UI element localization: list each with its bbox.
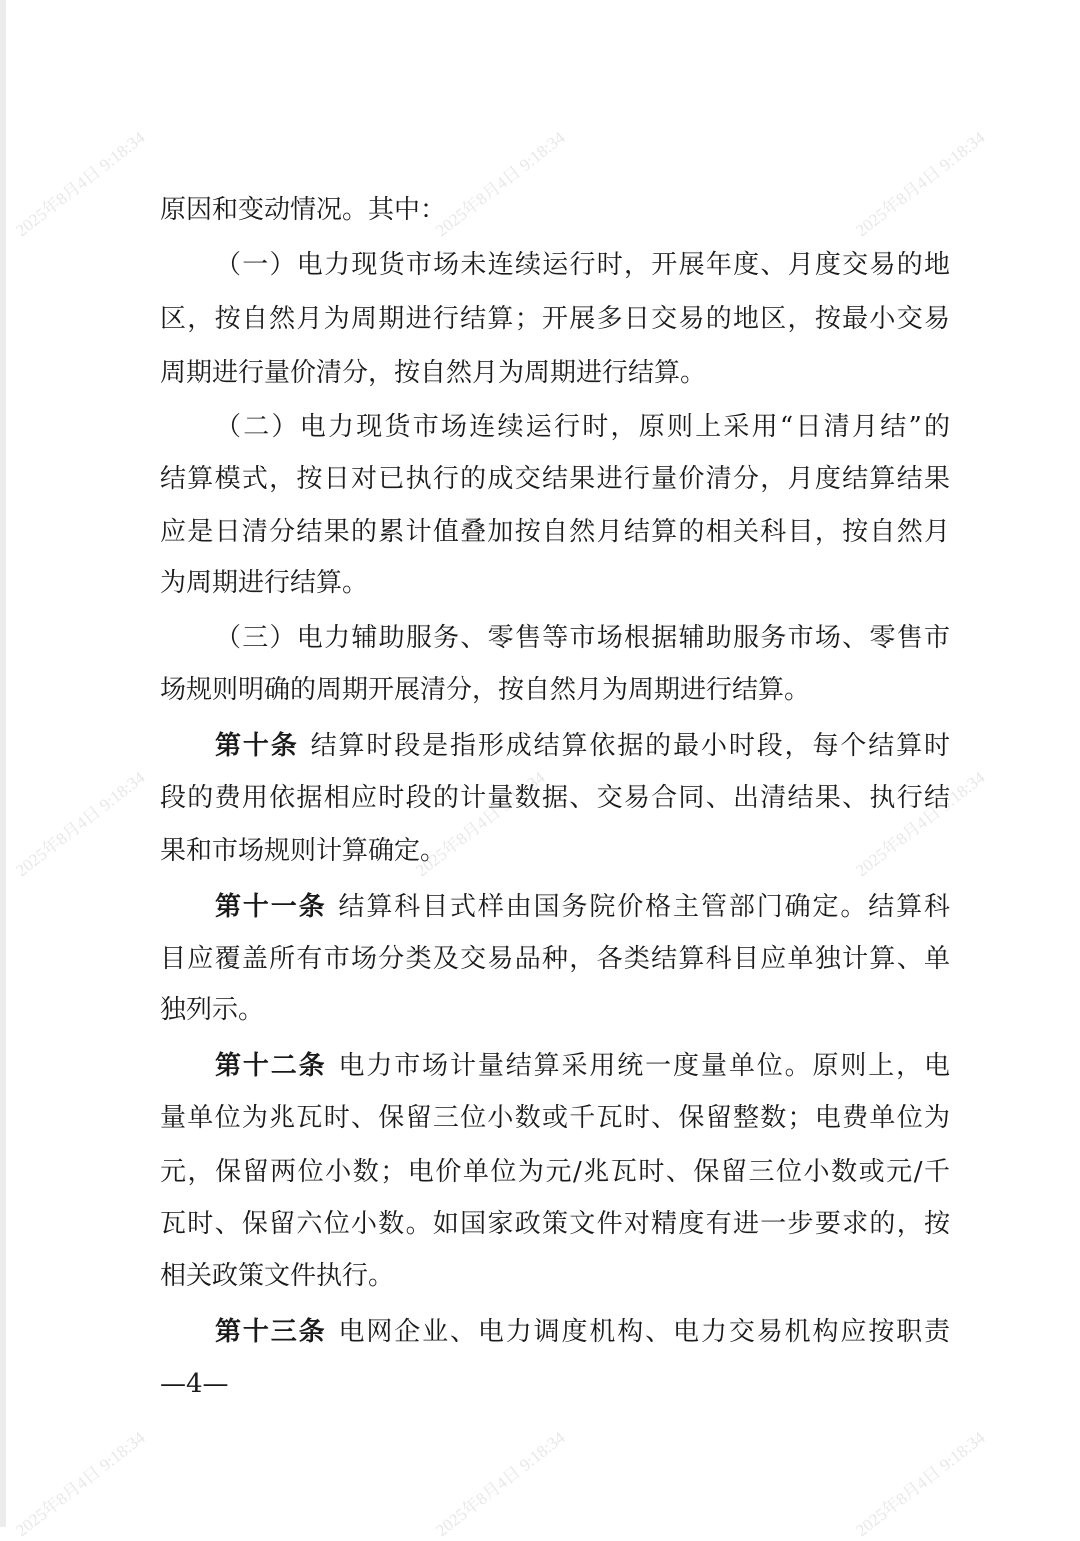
text-line (160, 301, 950, 337)
text-line (160, 780, 950, 816)
text-line (215, 247, 950, 283)
watermark: 2025年8月4日 9:18:34 (852, 767, 989, 881)
line-text: （二）电力现货市场连续运行时，原则上采用“日清月结”的 (215, 412, 950, 442)
text-line (160, 833, 950, 869)
article-heading: 第十条 (215, 731, 299, 761)
text-line (215, 728, 950, 764)
line-text: （一）电力现货市场未连续运行时，开展年度、月度交易的地 (215, 250, 950, 280)
text-line (160, 514, 950, 550)
article-heading: 第十一条 (215, 892, 327, 922)
text-line (160, 461, 950, 497)
watermark: 2025年8月4日 9:18:34 (12, 1427, 149, 1541)
text-line (160, 992, 950, 1028)
text-line (215, 620, 950, 656)
line-text: 目应覆盖所有市场分类及交易品种，各类结算科目应单独计算、单 (160, 944, 950, 974)
watermark: 2025年8月4日 9:18:34 (432, 1427, 569, 1541)
text-line (160, 1154, 950, 1190)
text-line (215, 1048, 950, 1084)
line-text: 区，按自然月为周期进行结算；开展多日交易的地区，按最小交易 (160, 304, 950, 334)
line-text: 电力市场计量结算采用统一度量单位。原则上，电 (338, 1051, 950, 1081)
line-text: 相关政策文件执行。 (160, 1261, 395, 1291)
text-line (215, 1314, 950, 1350)
watermark: 2025年8月4日 9:18:34 (412, 767, 549, 881)
scan-edge (0, 0, 6, 1527)
watermark: 2025年8月4日 9:18:34 (852, 127, 989, 241)
line-text: 结算时段是指形成结算依据的最小时段，每个结算时 (310, 731, 950, 761)
article-heading: 第十三条 (215, 1317, 327, 1347)
text-line (160, 672, 950, 708)
text-line (160, 1258, 950, 1294)
watermark: 2025年8月4日 9:18:34 (12, 767, 149, 881)
text-line (160, 1206, 950, 1242)
text-line (160, 565, 950, 601)
text-line (215, 409, 950, 445)
line-text: 应是日清分结果的累计值叠加按自然月结算的相关科目，按自然月 (160, 517, 950, 547)
text-line (160, 1100, 950, 1136)
page-number: —4— (160, 1369, 229, 1399)
line-text: 段的费用依据相应时段的计量数据、交易合同、出清结果、执行结 (160, 783, 950, 813)
line-text: （三）电力辅助服务、零售等市场根据辅助服务市场、零售市 (215, 623, 950, 653)
line-text: 周期进行量价清分，按自然月为周期进行结算。 (160, 358, 707, 388)
line-text: 元，保留两位小数；电价单位为元/兆瓦时、保留三位小数或元/千 (160, 1157, 950, 1187)
line-text: 结算科目式样由国务院价格主管部门确定。结算科 (338, 892, 950, 922)
line-text: 为周期进行结算。 (160, 568, 369, 598)
line-text: 原因和变动情况。其中： (160, 195, 447, 225)
watermark: 2025年8月4日 9:18:34 (432, 127, 569, 241)
article-heading: 第十二条 (215, 1051, 327, 1081)
line-text: 场规则明确的周期开展清分，按自然月为周期进行结算。 (160, 675, 811, 705)
line-text: 果和市场规则计算确定。 (160, 836, 447, 866)
line-text: 瓦时、保留六位小数。如国家政策文件对精度有进一步要求的，按 (160, 1209, 950, 1239)
watermark: 2025年8月4日 9:18:34 (852, 1427, 989, 1541)
text-line (160, 355, 950, 391)
line-text: 电网企业、电力调度机构、电力交易机构应按职责 (338, 1317, 950, 1347)
text-line (215, 889, 950, 925)
watermark: 2025年8月4日 9:18:34 (12, 127, 149, 241)
line-text: 结算模式，按日对已执行的成交结果进行量价清分，月度结算结果 (160, 464, 950, 494)
text-line (160, 941, 950, 977)
line-text: 独列示。 (160, 995, 265, 1025)
text-line (160, 192, 950, 228)
line-text: 量单位为兆瓦时、保留三位小数或千瓦时、保留整数；电费单位为 (160, 1103, 950, 1133)
